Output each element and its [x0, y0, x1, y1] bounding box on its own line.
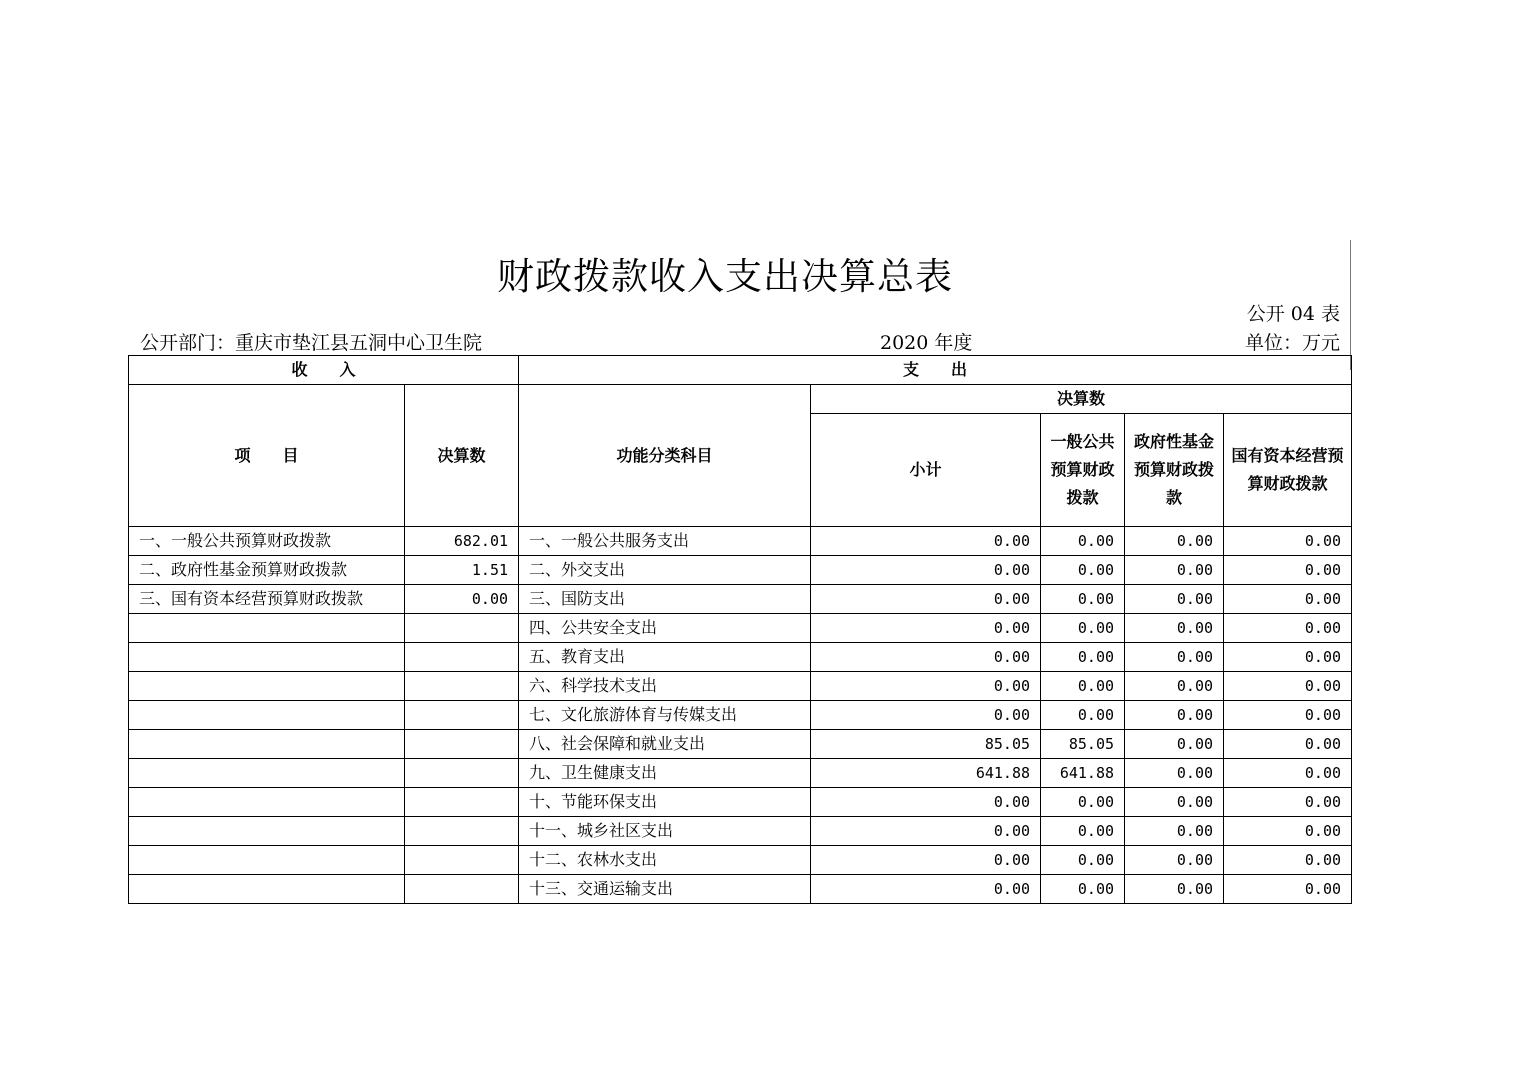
function-class-header: 功能分类科目 [519, 385, 811, 527]
general-budget-cell: 0.00 [1041, 672, 1125, 701]
expense-header: 支 出 [519, 356, 1352, 385]
income-amount-cell [405, 846, 519, 875]
income-amount-cell: 682.01 [405, 527, 519, 556]
table-row [129, 701, 1352, 730]
state-capital-header: 国有资本经营预算财政拨款 [1224, 414, 1352, 527]
subtotal-cell: 0.00 [811, 672, 1041, 701]
subtotal-cell: 0.00 [811, 643, 1041, 672]
general-budget-header: 一般公共预算财政拨款 [1041, 414, 1125, 527]
income-amount-cell [405, 701, 519, 730]
income-item-cell [129, 875, 405, 904]
state-capital-cell: 0.00 [1224, 672, 1352, 701]
general-budget-cell: 0.00 [1041, 556, 1125, 585]
gov-fund-cell: 0.00 [1125, 643, 1224, 672]
subtotal-cell: 0.00 [811, 701, 1041, 730]
expense-category-cell: 二、外交支出 [519, 556, 811, 585]
table-row [129, 759, 1352, 788]
table-row [129, 730, 1352, 759]
department-label: 公开部门：重庆市垫江县五洞中心卫生院 [140, 332, 483, 354]
income-item-cell [129, 788, 405, 817]
table-row [129, 527, 1352, 556]
income-amount-cell [405, 759, 519, 788]
general-budget-cell: 0.00 [1041, 643, 1125, 672]
state-capital-cell: 0.00 [1224, 817, 1352, 846]
income-amount-cell [405, 875, 519, 904]
gov-fund-cell: 0.00 [1125, 730, 1224, 759]
general-budget-cell: 0.00 [1041, 614, 1125, 643]
expense-category-cell: 四、公共安全支出 [519, 614, 811, 643]
expense-category-cell: 六、科学技术支出 [519, 672, 811, 701]
header-row-1 [129, 356, 1352, 385]
state-capital-cell: 0.00 [1224, 701, 1352, 730]
table-row [129, 556, 1352, 585]
income-header: 收 入 [129, 356, 519, 385]
general-budget-cell: 0.00 [1041, 846, 1125, 875]
subtotal-cell: 85.05 [811, 730, 1041, 759]
general-budget-cell: 0.00 [1041, 527, 1125, 556]
form-number: 公开 04 表 [1246, 303, 1340, 325]
fiscal-year: 2020 年度 [880, 332, 973, 354]
table-row [129, 614, 1352, 643]
gov-fund-cell: 0.00 [1125, 672, 1224, 701]
gov-fund-cell: 0.00 [1125, 817, 1224, 846]
expense-category-cell: 九、卫生健康支出 [519, 759, 811, 788]
income-item-cell [129, 672, 405, 701]
state-capital-cell: 0.00 [1224, 759, 1352, 788]
budget-table [128, 355, 1352, 904]
subtotal-header: 小计 [811, 414, 1041, 527]
income-amount-header: 决算数 [405, 385, 519, 527]
subtotal-cell: 0.00 [811, 556, 1041, 585]
general-budget-cell: 85.05 [1041, 730, 1125, 759]
gov-fund-cell: 0.00 [1125, 527, 1224, 556]
gov-fund-cell: 0.00 [1125, 614, 1224, 643]
income-item-cell [129, 759, 405, 788]
income-amount-cell [405, 614, 519, 643]
subtotal-cell: 0.00 [811, 585, 1041, 614]
income-item-cell: 一、一般公共预算财政拨款 [129, 527, 405, 556]
income-item-cell: 三、国有资本经营预算财政拨款 [129, 585, 405, 614]
table-row [129, 672, 1352, 701]
income-amount-cell [405, 788, 519, 817]
subtotal-cell: 641.88 [811, 759, 1041, 788]
subtotal-cell: 0.00 [811, 788, 1041, 817]
state-capital-cell: 0.00 [1224, 875, 1352, 904]
gov-fund-cell: 0.00 [1125, 875, 1224, 904]
state-capital-cell: 0.00 [1224, 643, 1352, 672]
expense-category-cell: 五、教育支出 [519, 643, 811, 672]
settlement-header: 决算数 [811, 385, 1352, 414]
income-amount-cell [405, 730, 519, 759]
expense-category-cell: 十一、城乡社区支出 [519, 817, 811, 846]
income-item-cell [129, 701, 405, 730]
expense-category-cell: 七、文化旅游体育与传媒支出 [519, 701, 811, 730]
subtotal-cell: 0.00 [811, 875, 1041, 904]
general-budget-cell: 0.00 [1041, 817, 1125, 846]
gov-fund-cell: 0.00 [1125, 759, 1224, 788]
gov-fund-cell: 0.00 [1125, 556, 1224, 585]
subtotal-cell: 0.00 [811, 817, 1041, 846]
state-capital-cell: 0.00 [1224, 614, 1352, 643]
income-item-cell [129, 846, 405, 875]
state-capital-cell: 0.00 [1224, 846, 1352, 875]
state-capital-cell: 0.00 [1224, 556, 1352, 585]
income-item-cell [129, 643, 405, 672]
general-budget-cell: 0.00 [1041, 585, 1125, 614]
gov-fund-cell: 0.00 [1125, 701, 1224, 730]
table-row [129, 846, 1352, 875]
gov-fund-cell: 0.00 [1125, 788, 1224, 817]
unit-label: 单位：万元 [1244, 332, 1340, 354]
expense-category-cell: 一、一般公共服务支出 [519, 527, 811, 556]
gov-fund-cell: 0.00 [1125, 846, 1224, 875]
header-row-2 [129, 385, 1352, 414]
item-header: 项 目 [129, 385, 405, 527]
table-row [129, 585, 1352, 614]
general-budget-cell: 0.00 [1041, 788, 1125, 817]
income-item-cell: 二、政府性基金预算财政拨款 [129, 556, 405, 585]
expense-category-cell: 十三、交通运输支出 [519, 875, 811, 904]
subtotal-cell: 0.00 [811, 614, 1041, 643]
table-row [129, 875, 1352, 904]
state-capital-cell: 0.00 [1224, 527, 1352, 556]
expense-category-cell: 三、国防支出 [519, 585, 811, 614]
state-capital-cell: 0.00 [1224, 585, 1352, 614]
income-amount-cell [405, 817, 519, 846]
income-item-cell [129, 730, 405, 759]
subtotal-cell: 0.00 [811, 527, 1041, 556]
table-row [129, 643, 1352, 672]
expense-category-cell: 十二、农林水支出 [519, 846, 811, 875]
income-item-cell [129, 614, 405, 643]
income-amount-cell: 0.00 [405, 585, 519, 614]
state-capital-cell: 0.00 [1224, 788, 1352, 817]
income-amount-cell: 1.51 [405, 556, 519, 585]
expense-category-cell: 八、社会保障和就业支出 [519, 730, 811, 759]
income-amount-cell [405, 672, 519, 701]
table-row [129, 817, 1352, 846]
gov-fund-cell: 0.00 [1125, 585, 1224, 614]
gov-fund-header: 政府性基金预算财政拨款 [1125, 414, 1224, 527]
subtotal-cell: 0.00 [811, 846, 1041, 875]
page-title: 财政拨款收入支出决算总表 [497, 255, 953, 298]
income-item-cell [129, 817, 405, 846]
general-budget-cell: 0.00 [1041, 875, 1125, 904]
general-budget-cell: 641.88 [1041, 759, 1125, 788]
income-amount-cell [405, 643, 519, 672]
expense-category-cell: 十、节能环保支出 [519, 788, 811, 817]
state-capital-cell: 0.00 [1224, 730, 1352, 759]
general-budget-cell: 0.00 [1041, 701, 1125, 730]
table-row [129, 788, 1352, 817]
